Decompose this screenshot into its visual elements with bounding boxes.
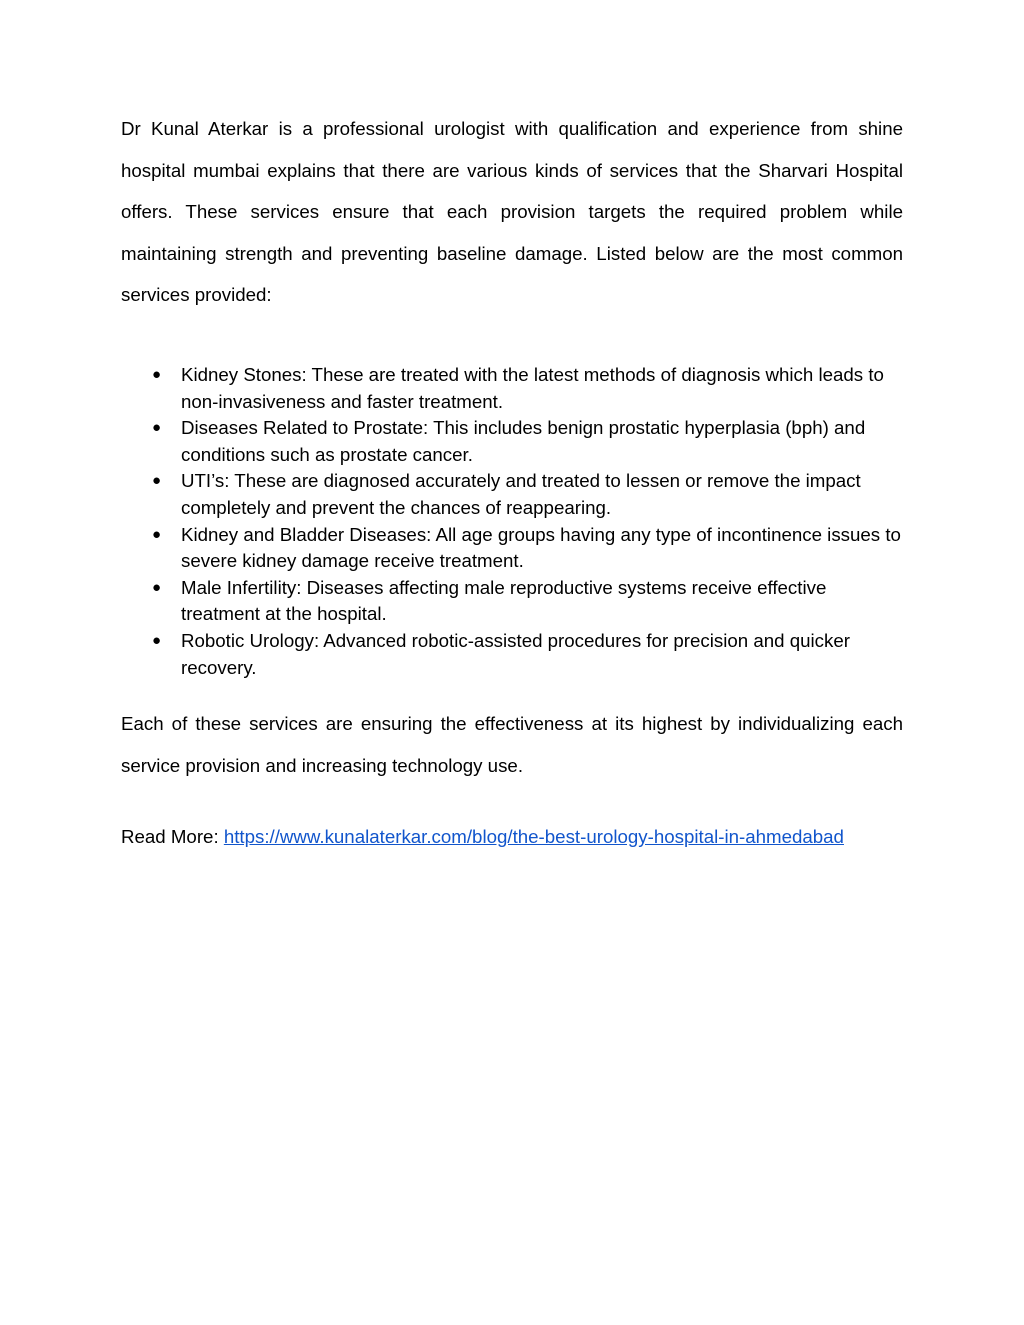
- list-item: [121, 628, 903, 681]
- read-more-line: [121, 824, 921, 850]
- read-more-link[interactable]: https://www.kunalaterkar.com/blog/the-best-urology-hospital-in-ahmedabad: [223, 826, 844, 847]
- list-item-text: Kidney and Bladder Diseases: All age groups having any type of incontinence issues to severe kidney damage receive treatment.: [181, 523, 901, 572]
- intro-paragraph: Dr Kunal Aterkar is a professional urologist with qualification and experience from shine hospital mumbai explains that there are various kinds of services that the Sharvari Hospital offers. These services ensure that each provision targets the required problem while maintaining strength and preventing baseline damage. Listed below are the most common services provided:: [121, 118, 903, 305]
- bullet-icon: ●: [152, 366, 162, 383]
- list-item: [121, 362, 903, 415]
- bullet-icon: ●: [152, 525, 162, 543]
- list-item-text: Diseases Related to Prostate: This includes benign prostatic hyperplasia (bph) and conditions such as prostate cancer.: [181, 417, 866, 465]
- bullet-icon: ●: [152, 472, 162, 490]
- bullet-icon: ●: [152, 419, 162, 437]
- services-list: [121, 362, 903, 681]
- list-item: [121, 468, 903, 521]
- list-item-text: Robotic Urology: Advanced robotic-assisted procedures for precision and quicker recovery.: [181, 629, 850, 678]
- bullet-icon: ●: [152, 631, 162, 649]
- list-item: [121, 415, 903, 468]
- bullet-icon: ●: [152, 578, 162, 596]
- list-item-text: Kidney Stones: These are treated with the latest methods of diagnosis which leads to non-invasiveness and faster treatment.: [181, 364, 884, 412]
- list-item-text: UTI’s: These are diagnosed accurately and treated to lessen or remove the impact completely and prevent the chances of reappearing.: [181, 470, 861, 518]
- list-item: [121, 575, 903, 628]
- read-more-label: Read More:: [121, 826, 224, 847]
- list-item-text: Male Infertility: Diseases affecting male reproductive systems receive effective treatment at the hospital.: [181, 576, 827, 625]
- closing-paragraph: Each of these services are ensuring the effectiveness at its highest by individualizing each service provision and increasing technology use.: [121, 713, 903, 776]
- document-page: [121, 108, 903, 847]
- list-item: [121, 522, 903, 575]
